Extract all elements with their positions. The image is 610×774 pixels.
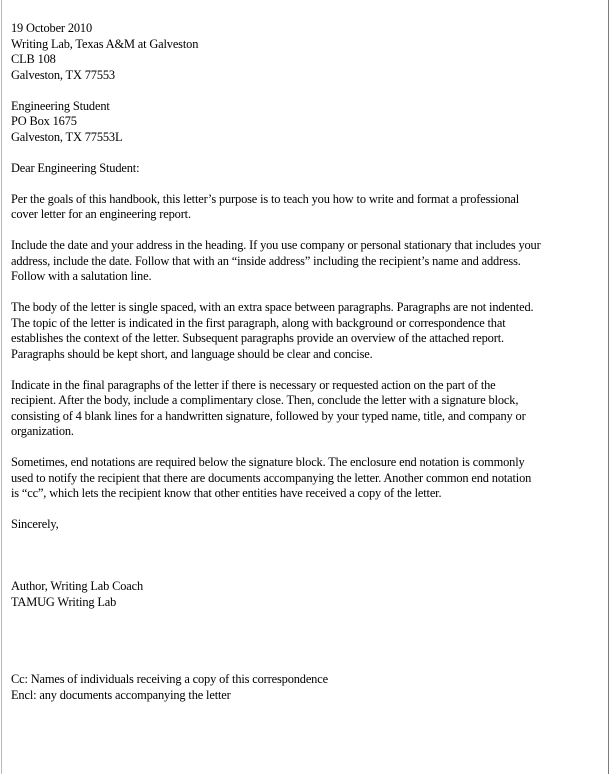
signature-space [11, 533, 605, 580]
end-notations [11, 672, 605, 703]
paragraph-line: The topic of the letter is indicated in the first paragraph, along with background or correspondence that [11, 315, 506, 330]
spacer [11, 83, 605, 99]
body-paragraph-end-notations [11, 455, 605, 502]
letter-heading [11, 21, 605, 83]
spacer [11, 610, 605, 672]
cc-notation: Cc: Names of individuals receiving a copy of this correspondence [11, 672, 328, 686]
body-paragraph-closing [11, 378, 605, 440]
paragraph-line: Include the date and your address in the heading. If you use company or personal stationary that includes your [11, 238, 541, 252]
sender-address-line-3: Galveston, TX 77553 [11, 67, 115, 82]
recipient-address-line-2: PO Box 1675 [11, 114, 77, 128]
signer-name-title: Author, Writing Lab Coach [11, 579, 143, 593]
body-paragraph-body-format [11, 300, 605, 362]
spacer [11, 440, 605, 456]
signer-organization: TAMUG Writing Lab [11, 594, 117, 609]
letter-date: 19 October 2010 [11, 21, 93, 35]
spacer [11, 145, 605, 161]
paragraph-line: is “cc”, which lets the recipient know that other entities have received a copy of the letter. [11, 486, 442, 500]
enclosure-notation: Encl: any documents accompanying the letter [11, 687, 231, 702]
paragraph-line: Sometimes, end notations are required below the signature block. The enclosure end notation is commonly [11, 455, 525, 469]
spacer [11, 285, 605, 301]
recipient-address-line-1: Engineering Student [11, 98, 110, 113]
complimentary-close: Sincerely, [11, 517, 59, 531]
spacer [11, 362, 605, 378]
paragraph-line: The body of the letter is single spaced, with an extra space between paragraphs. Paragraphs are not indented. [11, 300, 534, 314]
page-right-border [608, 0, 609, 774]
cover-letter [11, 21, 605, 703]
sender-address-line-2: CLB 108 [11, 52, 56, 66]
paragraph-line: cover letter for an engineering report. [11, 207, 191, 221]
paragraph-line: organization. [11, 424, 74, 438]
salutation: Dear Engineering Student: [11, 160, 140, 175]
paragraph-line: consisting of 4 blank lines for a handwritten signature, followed by your typed name, title, and company or [11, 408, 526, 423]
letter-body [11, 192, 605, 502]
paragraph-line: establishes the context of the letter. Subsequent paragraphs provide an overview of the attached report. [11, 331, 504, 345]
page-left-border [1, 0, 2, 774]
inside-address [11, 99, 605, 146]
body-paragraph-purpose [11, 192, 605, 223]
paragraph-line: Follow with a salutation line. [11, 269, 152, 283]
paragraph-line: used to notify the recipient that there are documents accompanying the letter. Another common end notation [11, 470, 532, 485]
body-paragraph-heading [11, 238, 605, 285]
paragraph-line: Indicate in the final paragraphs of the letter if there is necessary or requested action on the part of the [11, 377, 496, 392]
paragraph-line: Per the goals of this handbook, this letter’s purpose is to teach you how to write and format a professional [11, 191, 520, 206]
spacer [11, 223, 605, 239]
paragraph-line: recipient. After the body, include a complimentary close. Then, conclude the letter with a signature block, [11, 393, 519, 407]
spacer [11, 176, 605, 192]
signature-block [11, 579, 605, 610]
sender-address-line-1: Writing Lab, Texas A&M at Galveston [11, 36, 199, 51]
paragraph-line: Paragraphs should be kept short, and language should be clear and concise. [11, 346, 373, 361]
paragraph-line: address, include the date. Follow that with an “inside address” including the recipient’s name and address. [11, 253, 521, 268]
spacer [11, 502, 605, 518]
recipient-address-line-3: Galveston, TX 77553L [11, 129, 123, 144]
